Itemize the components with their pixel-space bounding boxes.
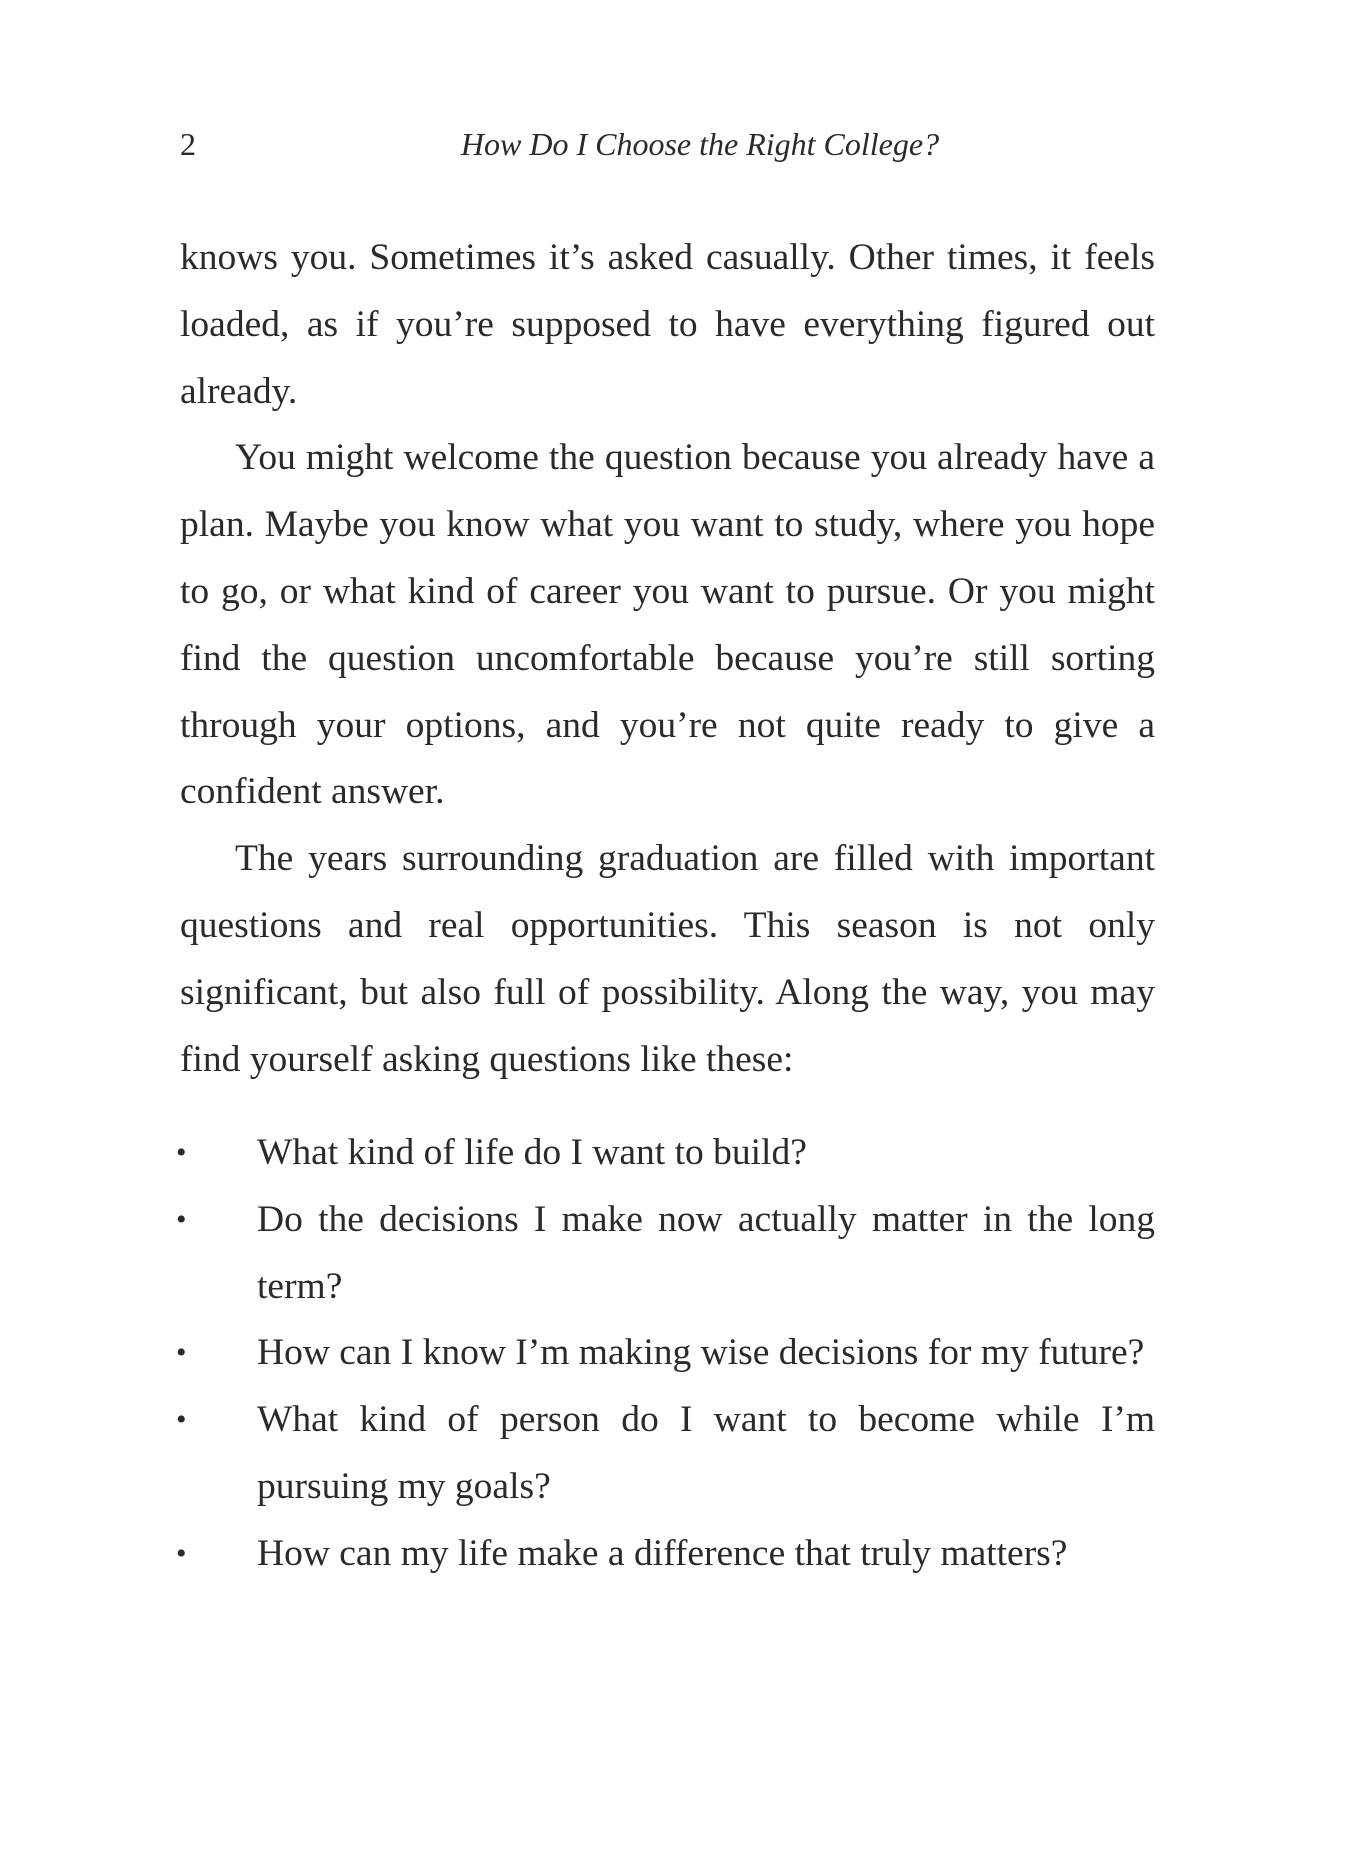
list-item: [176, 1387, 1155, 1521]
list-item-text: How can my life make a difference that truly matters?: [257, 1532, 1068, 1574]
paragraph: You might welcome the question because you already have a plan. Maybe you know what you want to study, where you hope to go, or what kind of career you want to pursue. Or you might find the question uncomfortable because you’re still sorting through your options, and you’re not quite ready to give a confident answer.: [180, 437, 1155, 813]
list-item-text: What kind of life do I want to build?: [257, 1132, 807, 1173]
list-item-text: What kind of person do I want to become while I’m pursuing my goals?: [257, 1399, 1155, 1507]
list-item: [176, 1320, 1155, 1387]
bullet-icon: •: [176, 1403, 187, 1437]
paragraph: The years surrounding graduation are filled with important questions and real opportunities. This season is not only significant, but also full of possibility. Along the way, you may find yourself asking questions like these:: [180, 838, 1155, 1080]
list-item: [176, 1521, 1155, 1588]
paragraph-continued: knows you. Sometimes it’s asked casually. Other times, it feels loaded, as if you’re supposed to have everything figured out already.: [180, 237, 1155, 412]
question-list: [176, 1120, 1155, 1588]
list-item-text: Do the decisions I make now actually matter in the long term?: [257, 1198, 1155, 1307]
body-text: [180, 225, 1155, 1093]
list-item: [176, 1120, 1155, 1187]
page-number: 2: [180, 126, 196, 162]
bullet-icon: •: [176, 1336, 187, 1370]
bullet-icon: •: [176, 1536, 187, 1570]
list-item: [176, 1187, 1155, 1321]
running-head: [180, 124, 1160, 164]
bullet-icon: •: [176, 1202, 187, 1236]
list-item-text: How can I know I’m making wise decisions for my future?: [257, 1332, 1145, 1374]
running-title: How Do I Choose the Right College?: [460, 126, 940, 162]
bullet-icon: •: [176, 1136, 187, 1169]
